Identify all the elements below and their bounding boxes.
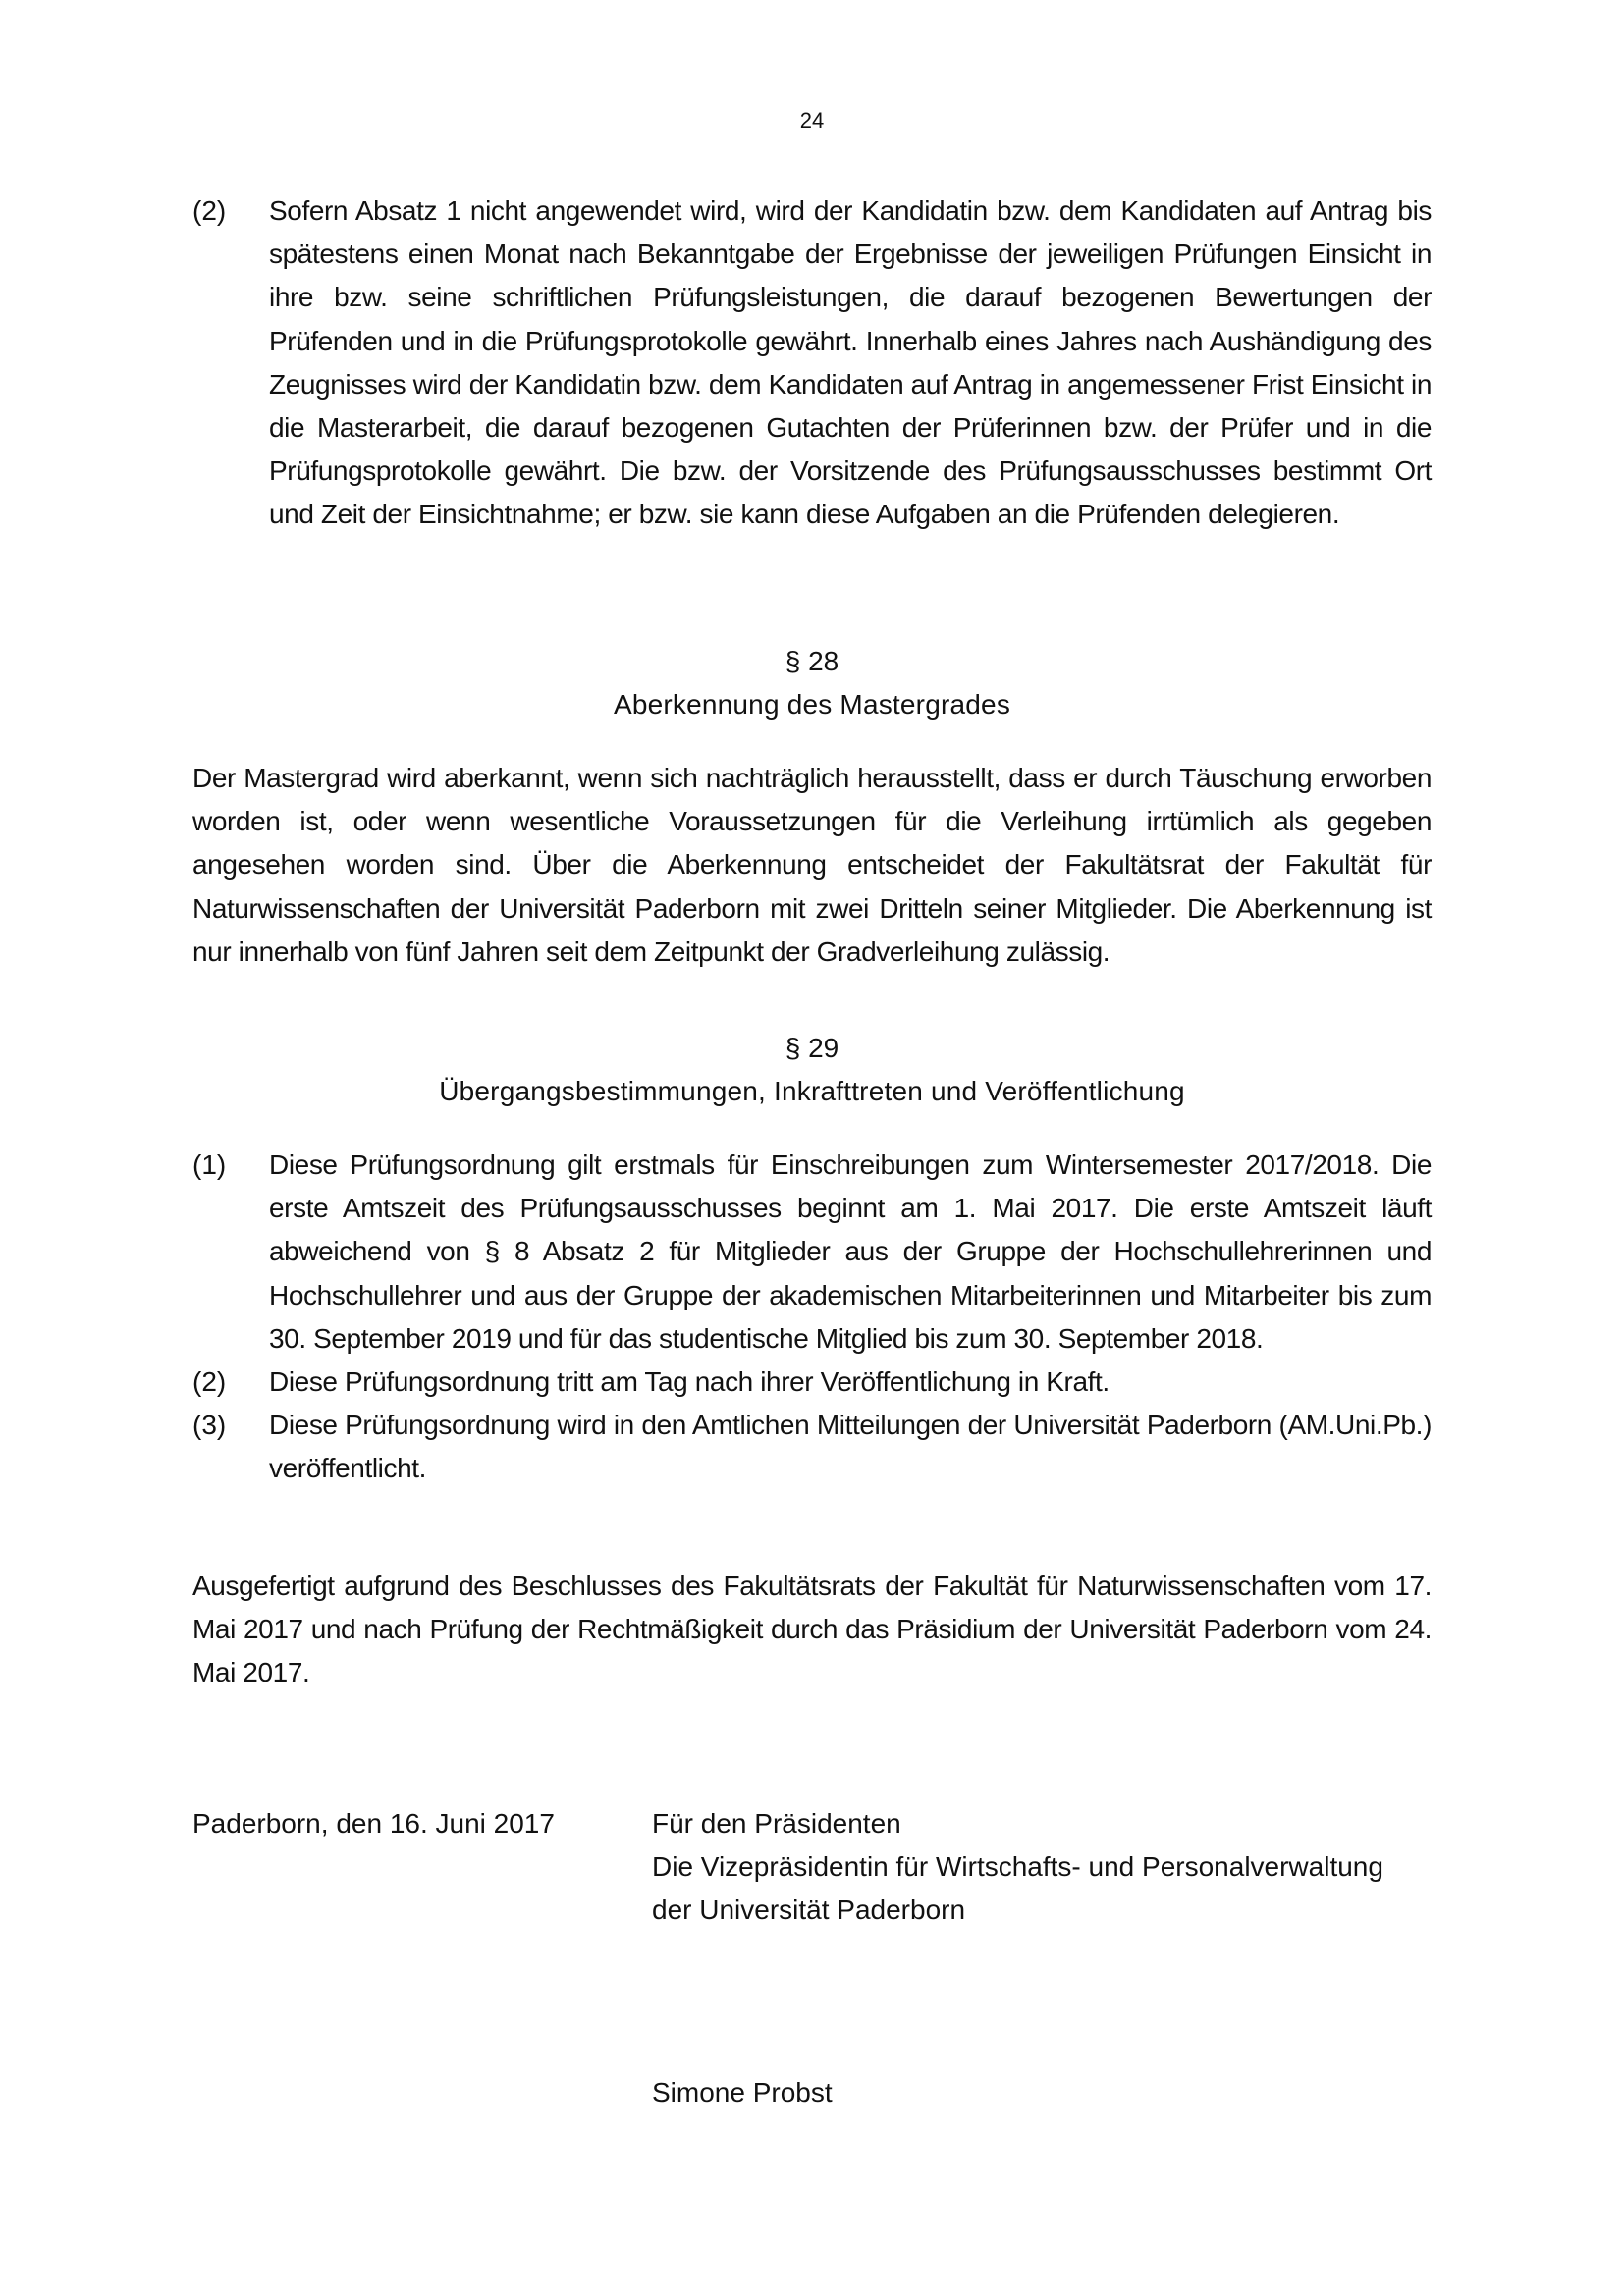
section-title: Aberkennung des Mastergrades — [613, 689, 1011, 720]
list-item — [192, 1404, 1432, 1490]
list-item — [192, 1361, 1432, 1404]
section27-item-2 — [192, 189, 1432, 537]
signatory-line-2: Die Vizepräsidentin für Wirtschafts- und Personalverwaltung — [652, 1851, 1383, 1882]
signatory-block — [652, 1802, 1383, 1932]
section-number: § 28 — [785, 646, 839, 676]
section29-heading — [0, 1027, 1624, 1113]
section28-paragraph: Der Mastergrad wird aberkannt, wenn sich nachträglich herausstellt, dass er durch Täuschung erworben worden ist, oder wenn wesentliche Voraussetzungen für die Verleihung irrtümlich als gegeben angesehen worden sind. Über die Aberkennung entscheidet der Fakultätsrat der Fakultät für Naturwissenschaften der Universität Paderborn mit zwei Dritteln seiner Mitglieder. Die Aberkennung ist nur innerhalb von fünf Jahren seit dem Zeitpunkt der Gradverleihung zulässig. — [192, 763, 1432, 967]
signatory-name: Simone Probst — [652, 2077, 833, 2108]
item-number: (2) — [192, 1366, 227, 1398]
item-text: Diese Prüfungsordnung tritt am Tag nach ihrer Veröffentlichung in Kraft. — [269, 1366, 1110, 1398]
list-item — [192, 189, 1432, 537]
list-item — [192, 1144, 1432, 1361]
closing-paragraph: Ausgefertigt aufgrund des Beschlusses des Fakultätsrats der Fakultät für Naturwissenschaften vom 17. Mai 2017 und nach Prüfung der Rechtmäßigkeit durch das Präsidium der Universität Paderborn vom 24. Mai 2017. — [192, 1571, 1432, 1688]
item-text: Diese Prüfungsordnung gilt erstmals für Einschreibungen zum Wintersemester 2017/2018. Die erste Amtszeit des Prüfungsausschusses beginnt am 1. Mai 2017. Die erste Amtszeit läuft abweichend von § 8 Absatz 2 für Mitglieder aus der Gruppe der Hochschullehrerinnen und Hochschullehrer und aus der Gruppe der akademischen Mitarbeiterinnen und Mitarbeiter bis zum 30. September 2019 und für das studentische Mitglied bis zum 30. September 2018. — [269, 1149, 1432, 1354]
item-number: (3) — [192, 1410, 227, 1441]
section29-list — [192, 1144, 1432, 1491]
section-title: Übergangsbestimmungen, Inkrafttreten und Veröffentlichung — [439, 1076, 1185, 1106]
signatory-line-1: Für den Präsidenten — [652, 1808, 901, 1839]
item-text: Diese Prüfungsordnung wird in den Amtlichen Mitteilungen der Universität Paderborn (AM.Uni.Pb.) veröffentlicht. — [269, 1410, 1432, 1484]
section28-heading — [0, 640, 1624, 726]
item-text: Sofern Absatz 1 nicht angewendet wird, wird der Kandidatin bzw. dem Kandidaten auf Antrag bis spätestens einen Monat nach Bekanntgabe der Ergebnisse der jeweiligen Prüfungen Einsicht in ihre bzw. seine schriftlichen Prüfungsleistungen, die darauf bezogenen Bewertungen der Prüfenden und in die Prüfungsprotokolle gewährt. Innerhalb eines Jahres nach Aushändigung des Zeugnisses wird der Kandidatin bzw. dem Kandidaten auf Antrag in angemessener Frist Einsicht in die Masterarbeit, die darauf bezogenen Gutachten der Prüferinnen bzw. der Prüfer und in die Prüfungsprotokolle gewährt. Die bzw. der Vorsitzende des Prüfungsausschusses bestimmt Ort und Zeit der Einsichtnahme; er bzw. sie kann diese Aufgaben an die Prüfenden delegieren. — [269, 195, 1432, 530]
section-number: § 29 — [785, 1033, 839, 1063]
item-number: (1) — [192, 1149, 227, 1180]
page-number: 24 — [799, 108, 825, 133]
place-date: Paderborn, den 16. Juni 2017 — [192, 1808, 555, 1839]
signatory-line-3: der Universität Paderborn — [652, 1895, 966, 1925]
item-number: (2) — [192, 195, 227, 226]
